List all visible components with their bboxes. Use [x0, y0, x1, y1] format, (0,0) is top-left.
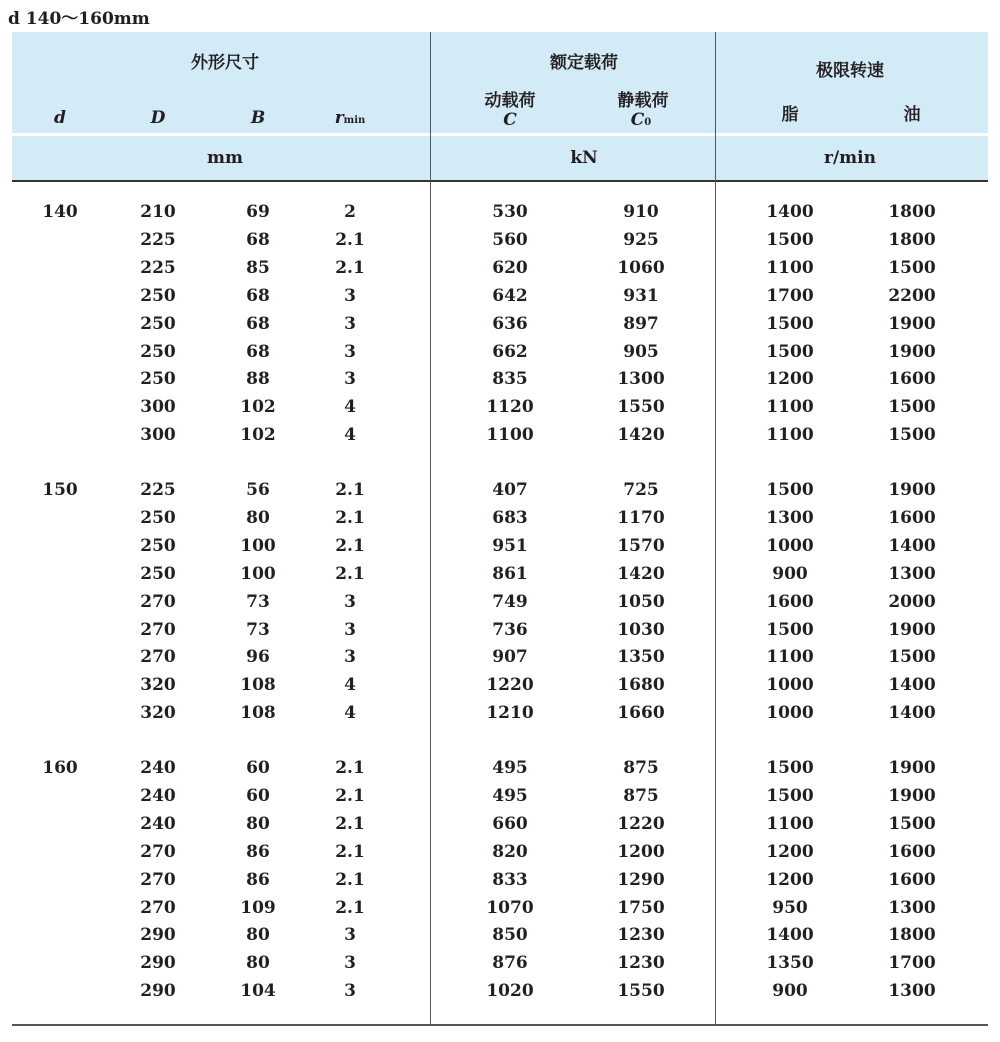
oil-speed-cell: 1500 — [888, 257, 936, 278]
r-min-cell: 4 — [344, 703, 356, 724]
outer-diameter-cell: 270 — [140, 647, 176, 668]
r-min-cell: 2.1 — [335, 563, 365, 584]
dynamic-load-cell: 530 — [492, 202, 528, 222]
width-cell: 104 — [240, 981, 276, 1002]
width-cell: 80 — [246, 813, 270, 834]
static-load-cell: 1570 — [617, 535, 665, 556]
dynamic-load-cell: 820 — [492, 841, 528, 862]
dynamic-load-cell: 861 — [492, 563, 528, 584]
width-cell: 60 — [246, 785, 270, 806]
grease-speed-cell: 1200 — [766, 369, 814, 390]
outer-diameter-cell: 225 — [140, 480, 176, 500]
r-min-cell: 2.1 — [335, 257, 365, 278]
r-min-cell: 3 — [344, 341, 356, 362]
header-static-symbol: C0 — [630, 110, 652, 130]
static-load-cell: 1060 — [617, 257, 665, 278]
width-cell: 102 — [240, 397, 276, 418]
static-load-cell: 1550 — [617, 397, 665, 418]
outer-diameter-cell: 270 — [140, 591, 176, 612]
header-separator — [12, 133, 988, 136]
outer-diameter-cell: 270 — [140, 869, 176, 890]
width-cell: 109 — [240, 897, 276, 918]
r-min-cell: 3 — [344, 925, 356, 946]
width-cell: 73 — [246, 591, 270, 612]
oil-speed-cell: 1800 — [888, 202, 936, 222]
table-caption: d 140～160mm — [8, 9, 150, 29]
bore-diameter: 140 — [42, 202, 78, 222]
oil-speed-cell: 1500 — [888, 647, 936, 668]
r-min-cell: 4 — [344, 425, 356, 446]
oil-speed-cell: 1600 — [888, 369, 936, 390]
r-min-cell: 2.1 — [335, 897, 365, 918]
outer-diameter-cell: 250 — [140, 341, 176, 362]
static-load-cell: 897 — [623, 313, 659, 334]
width-cell: 80 — [246, 925, 270, 946]
oil-speed-cell: 1900 — [888, 480, 936, 500]
header-col-r: rmin — [334, 108, 366, 128]
oil-speed-cell: 1500 — [888, 813, 936, 834]
outer-diameter-cell: 320 — [140, 675, 176, 696]
r-min-cell: 3 — [344, 285, 356, 306]
dynamic-load-cell: 1120 — [486, 397, 534, 418]
outer-diameter-cell: 240 — [140, 813, 176, 834]
dynamic-load-cell: 636 — [492, 313, 528, 334]
static-load-cell: 1750 — [617, 897, 665, 918]
dynamic-load-cell: 951 — [492, 535, 528, 556]
width-cell: 102 — [240, 425, 276, 446]
oil-speed-cell: 1900 — [888, 785, 936, 806]
bearing-table — [12, 32, 988, 1026]
static-load-cell: 1420 — [617, 425, 665, 446]
grease-speed-cell: 1500 — [766, 480, 814, 500]
static-load-cell: 875 — [623, 758, 659, 778]
grease-speed-cell: 1100 — [766, 397, 814, 418]
grease-speed-cell: 1400 — [766, 202, 814, 222]
r-min-cell: 2.1 — [335, 229, 365, 250]
header-col-d: d — [54, 108, 66, 128]
r-min-cell: 2.1 — [335, 758, 365, 778]
static-load-cell: 1350 — [617, 647, 665, 668]
bore-diameter: 150 — [42, 480, 78, 500]
dynamic-load-cell: 407 — [492, 480, 528, 500]
width-cell: 69 — [246, 202, 270, 222]
width-cell: 60 — [246, 758, 270, 778]
dynamic-load-cell: 1070 — [486, 897, 534, 918]
r-min-cell: 2.1 — [335, 813, 365, 834]
dynamic-load-cell: 620 — [492, 257, 528, 278]
oil-speed-cell: 1500 — [888, 397, 936, 418]
grease-speed-cell: 1100 — [766, 425, 814, 446]
static-load-cell: 1420 — [617, 563, 665, 584]
header-col-D: D — [150, 108, 166, 128]
width-cell: 85 — [246, 257, 270, 278]
header-dimensions: 外形尺寸 — [191, 53, 259, 73]
dynamic-load-cell: 907 — [492, 647, 528, 668]
width-cell: 80 — [246, 953, 270, 974]
header-grease: 脂 — [781, 105, 799, 125]
header-dynamic-symbol: C — [503, 110, 517, 130]
width-cell: 108 — [240, 675, 276, 696]
width-cell: 73 — [246, 619, 270, 640]
r-min-cell: 3 — [344, 591, 356, 612]
table-bottom-rule — [12, 1024, 988, 1026]
r-min-cell: 2.1 — [335, 535, 365, 556]
oil-speed-cell: 1800 — [888, 229, 936, 250]
r-min-cell: 3 — [344, 619, 356, 640]
oil-speed-cell: 1500 — [888, 425, 936, 446]
r-min-cell: 2 — [344, 202, 356, 222]
r-min-cell: 3 — [344, 953, 356, 974]
outer-diameter-cell: 300 — [140, 425, 176, 446]
outer-diameter-cell: 290 — [140, 953, 176, 974]
grease-speed-cell: 1100 — [766, 813, 814, 834]
dynamic-load-cell: 1220 — [486, 675, 534, 696]
static-load-cell: 931 — [623, 285, 659, 306]
header-rated-load: 额定载荷 — [550, 53, 618, 73]
static-load-cell: 1200 — [617, 841, 665, 862]
dynamic-load-cell: 833 — [492, 869, 528, 890]
r-min-cell: 2.1 — [335, 507, 365, 528]
dynamic-load-cell: 495 — [492, 785, 528, 806]
outer-diameter-cell: 250 — [140, 313, 176, 334]
outer-diameter-cell: 225 — [140, 229, 176, 250]
outer-diameter-cell: 270 — [140, 841, 176, 862]
grease-speed-cell: 1600 — [766, 591, 814, 612]
oil-speed-cell: 1400 — [888, 675, 936, 696]
column-divider-1 — [430, 32, 431, 1026]
grease-speed-cell: 1100 — [766, 647, 814, 668]
dynamic-load-cell: 683 — [492, 507, 528, 528]
grease-speed-cell: 950 — [772, 897, 808, 918]
outer-diameter-cell: 270 — [140, 619, 176, 640]
dynamic-load-cell: 1210 — [486, 703, 534, 724]
oil-speed-cell: 1400 — [888, 703, 936, 724]
static-load-cell: 905 — [623, 341, 659, 362]
oil-speed-cell: 2200 — [888, 285, 936, 306]
header-limit-speed: 极限转速 — [816, 61, 884, 81]
grease-speed-cell: 1300 — [766, 507, 814, 528]
bore-diameter: 160 — [42, 758, 78, 778]
grease-speed-cell: 1500 — [766, 758, 814, 778]
width-cell: 56 — [246, 480, 270, 500]
r-min-cell: 2.1 — [335, 480, 365, 500]
outer-diameter-cell: 250 — [140, 563, 176, 584]
outer-diameter-cell: 290 — [140, 925, 176, 946]
r-min-cell: 3 — [344, 647, 356, 668]
static-load-cell: 1220 — [617, 813, 665, 834]
oil-speed-cell: 1900 — [888, 313, 936, 334]
r-min-cell: 4 — [344, 675, 356, 696]
unit-kn: kN — [570, 148, 598, 168]
static-load-cell: 875 — [623, 785, 659, 806]
width-cell: 68 — [246, 313, 270, 334]
oil-speed-cell: 1600 — [888, 841, 936, 862]
header-dynamic-load: 动载荷 — [484, 91, 536, 111]
grease-speed-cell: 1500 — [766, 313, 814, 334]
grease-speed-cell: 1000 — [766, 535, 814, 556]
dynamic-load-cell: 660 — [492, 813, 528, 834]
static-load-cell: 1230 — [617, 925, 665, 946]
grease-speed-cell: 1100 — [766, 257, 814, 278]
oil-speed-cell: 1300 — [888, 981, 936, 1002]
grease-speed-cell: 1500 — [766, 619, 814, 640]
width-cell: 100 — [240, 535, 276, 556]
grease-speed-cell: 1500 — [766, 341, 814, 362]
column-divider-2 — [715, 32, 716, 1026]
oil-speed-cell: 1800 — [888, 925, 936, 946]
oil-speed-cell: 1300 — [888, 563, 936, 584]
outer-diameter-cell: 300 — [140, 397, 176, 418]
grease-speed-cell: 1700 — [766, 285, 814, 306]
header-col-B: B — [250, 108, 266, 128]
width-cell: 88 — [246, 369, 270, 390]
dynamic-load-cell: 876 — [492, 953, 528, 974]
outer-diameter-cell: 320 — [140, 703, 176, 724]
oil-speed-cell: 1400 — [888, 535, 936, 556]
dynamic-load-cell: 642 — [492, 285, 528, 306]
r-min-cell: 3 — [344, 313, 356, 334]
static-load-cell: 1680 — [617, 675, 665, 696]
width-cell: 68 — [246, 229, 270, 250]
outer-diameter-cell: 210 — [140, 202, 176, 222]
static-load-cell: 1660 — [617, 703, 665, 724]
grease-speed-cell: 1350 — [766, 953, 814, 974]
r-min-cell: 3 — [344, 369, 356, 390]
grease-speed-cell: 1200 — [766, 869, 814, 890]
dynamic-load-cell: 560 — [492, 229, 528, 250]
outer-diameter-cell: 225 — [140, 257, 176, 278]
header-bottom-rule — [12, 180, 988, 182]
width-cell: 86 — [246, 869, 270, 890]
static-load-cell: 725 — [623, 480, 659, 500]
outer-diameter-cell: 290 — [140, 981, 176, 1002]
width-cell: 108 — [240, 703, 276, 724]
r-min-cell: 2.1 — [335, 785, 365, 806]
static-load-cell: 1170 — [617, 507, 665, 528]
dynamic-load-cell: 1100 — [486, 425, 534, 446]
unit-rmin: r/min — [824, 148, 876, 168]
outer-diameter-cell: 250 — [140, 507, 176, 528]
oil-speed-cell: 1900 — [888, 619, 936, 640]
static-load-cell: 1290 — [617, 869, 665, 890]
static-load-cell: 1300 — [617, 369, 665, 390]
r-min-cell: 3 — [344, 981, 356, 1002]
static-load-cell: 1050 — [617, 591, 665, 612]
outer-diameter-cell: 270 — [140, 897, 176, 918]
width-cell: 86 — [246, 841, 270, 862]
width-cell: 100 — [240, 563, 276, 584]
outer-diameter-cell: 250 — [140, 285, 176, 306]
grease-speed-cell: 1000 — [766, 675, 814, 696]
outer-diameter-cell: 250 — [140, 369, 176, 390]
width-cell: 96 — [246, 647, 270, 668]
oil-speed-cell: 2000 — [888, 591, 936, 612]
dynamic-load-cell: 495 — [492, 758, 528, 778]
grease-speed-cell: 1200 — [766, 841, 814, 862]
grease-speed-cell: 900 — [772, 563, 808, 584]
dynamic-load-cell: 749 — [492, 591, 528, 612]
oil-speed-cell: 1900 — [888, 758, 936, 778]
dynamic-load-cell: 1020 — [486, 981, 534, 1002]
oil-speed-cell: 1900 — [888, 341, 936, 362]
grease-speed-cell: 900 — [772, 981, 808, 1002]
grease-speed-cell: 1400 — [766, 925, 814, 946]
width-cell: 68 — [246, 341, 270, 362]
outer-diameter-cell: 250 — [140, 535, 176, 556]
outer-diameter-cell: 240 — [140, 758, 176, 778]
static-load-cell: 910 — [623, 202, 659, 222]
table-header — [12, 32, 988, 180]
dynamic-load-cell: 662 — [492, 341, 528, 362]
oil-speed-cell: 1300 — [888, 897, 936, 918]
header-static-load: 静载荷 — [617, 91, 669, 111]
grease-speed-cell: 1500 — [766, 229, 814, 250]
outer-diameter-cell: 240 — [140, 785, 176, 806]
oil-speed-cell: 1600 — [888, 869, 936, 890]
r-min-cell: 4 — [344, 397, 356, 418]
dynamic-load-cell: 835 — [492, 369, 528, 390]
static-load-cell: 1230 — [617, 953, 665, 974]
r-min-cell: 2.1 — [335, 869, 365, 890]
static-load-cell: 1550 — [617, 981, 665, 1002]
dynamic-load-cell: 736 — [492, 619, 528, 640]
unit-mm: mm — [207, 148, 243, 168]
grease-speed-cell: 1500 — [766, 785, 814, 806]
static-load-cell: 925 — [623, 229, 659, 250]
static-load-cell: 1030 — [617, 619, 665, 640]
header-oil: 油 — [903, 105, 921, 125]
dynamic-load-cell: 850 — [492, 925, 528, 946]
oil-speed-cell: 1700 — [888, 953, 936, 974]
r-min-cell: 2.1 — [335, 841, 365, 862]
width-cell: 80 — [246, 507, 270, 528]
oil-speed-cell: 1600 — [888, 507, 936, 528]
grease-speed-cell: 1000 — [766, 703, 814, 724]
width-cell: 68 — [246, 285, 270, 306]
